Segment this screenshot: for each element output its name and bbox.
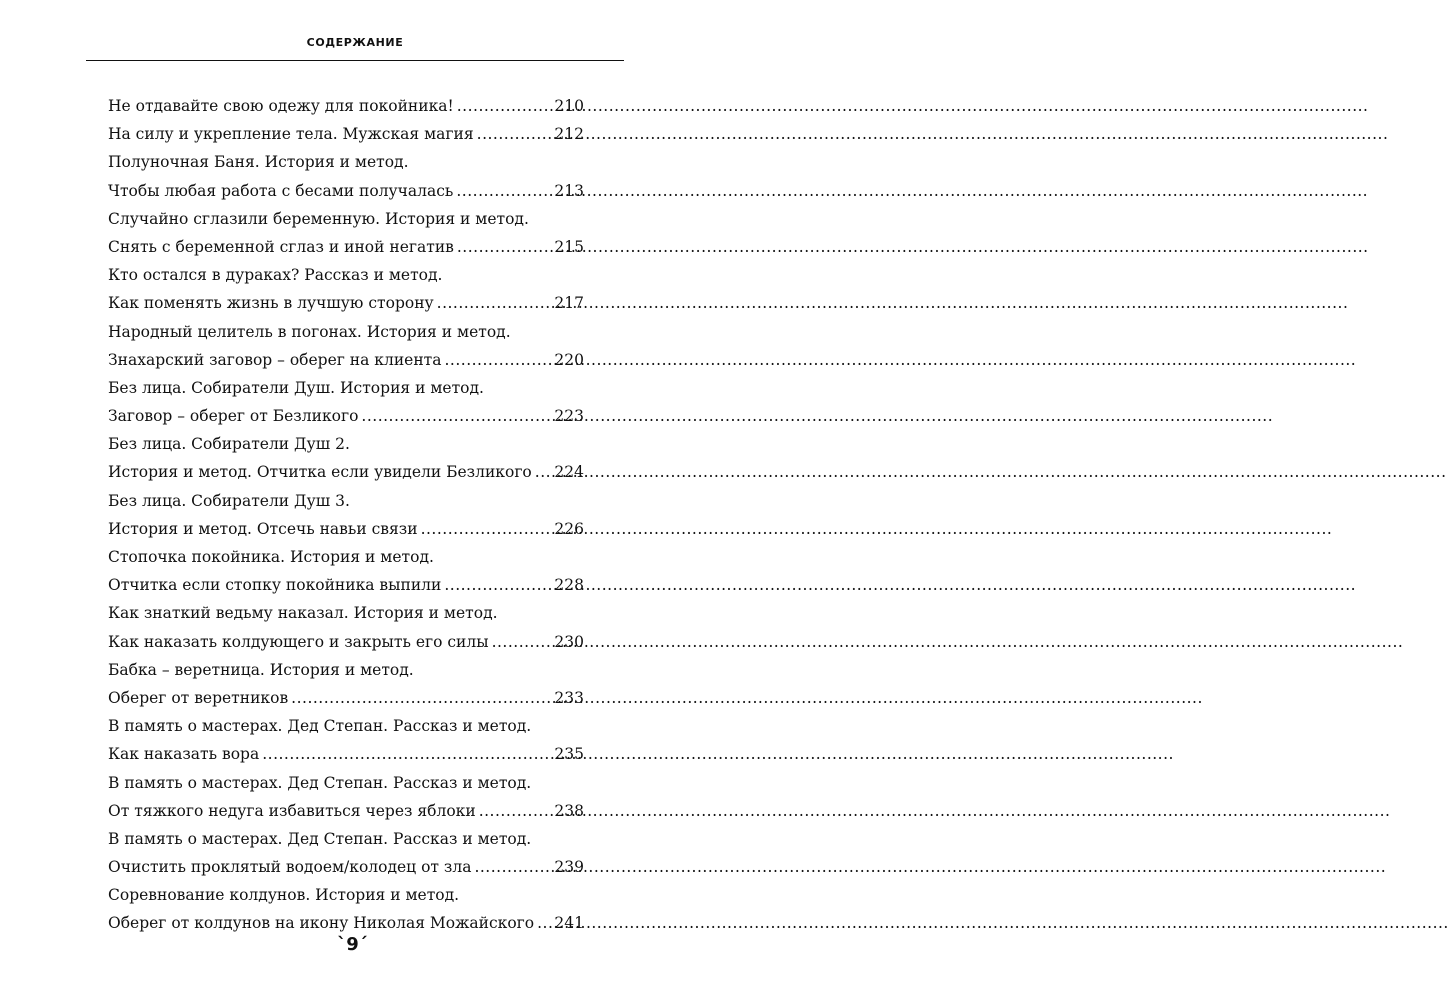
toc-entry-page: 241 xyxy=(554,914,584,933)
toc-entry-page: 212 xyxy=(554,125,584,144)
page-number xyxy=(0,934,705,955)
running-header-title: СОДЕРЖАНИЕ xyxy=(306,36,404,49)
toc-entry xyxy=(108,318,584,346)
toc-dot-leader xyxy=(361,402,552,430)
toc-entry-page: 223 xyxy=(554,407,584,426)
toc-entry-page: 228 xyxy=(554,576,584,595)
toc-entry xyxy=(108,205,584,233)
folio-ornament-right: ´ xyxy=(358,934,368,955)
toc-entry-title: Заговор – оберег от Безликого xyxy=(108,407,359,426)
toc-entry-page: 213 xyxy=(554,181,584,200)
toc-entry-page: 215 xyxy=(554,237,584,256)
toc-entry xyxy=(108,853,584,881)
toc-entry-title: Оберег от веретников xyxy=(108,688,289,707)
toc-entry xyxy=(108,458,584,486)
toc-entry-title: В память о мастерах. Дед Степан. Рассказ и метод. xyxy=(108,773,532,792)
toc-entry xyxy=(108,402,584,430)
toc-dot-leader xyxy=(456,177,552,205)
toc-dot-leader xyxy=(474,853,552,881)
toc-entry-page: 235 xyxy=(554,745,584,764)
toc-entry xyxy=(108,374,584,402)
toc-entry-title: Случайно сглазили беременную. История и метод. xyxy=(108,209,529,228)
toc-entry-page: 217 xyxy=(554,294,584,313)
toc-dot-leader xyxy=(535,458,553,486)
toc-dot-leader xyxy=(437,289,553,317)
toc-entry-title: Как наказать вора xyxy=(108,745,260,764)
toc-entry-title: Очистить проклятый водоем/колодец от зла xyxy=(108,858,472,877)
toc-entry xyxy=(108,487,584,515)
toc-entry-title: Отчитка если стопку покойника выпили xyxy=(108,576,442,595)
toc-entry xyxy=(108,797,584,825)
toc-dot-leader xyxy=(291,684,552,712)
toc-entry xyxy=(108,515,584,543)
folio-ornament-left: ` xyxy=(337,934,347,955)
toc-entry-page: 224 xyxy=(554,463,584,482)
toc-entry xyxy=(108,825,584,853)
toc-entry-title: Без лица. Собиратели Душ. История и метод. xyxy=(108,378,484,397)
toc-entry xyxy=(108,656,584,684)
toc-entry-title: Знахарский заговор – оберег на клиента xyxy=(108,350,442,369)
toc-entry-title: Как наказать колдующего и закрыть его силы xyxy=(108,632,489,651)
toc-entry-page: 239 xyxy=(554,858,584,877)
header-rule xyxy=(86,60,624,61)
toc-dot-leader xyxy=(477,120,553,148)
toc-entry-title: Как знаткий ведьму наказал. История и метод. xyxy=(108,604,498,623)
toc-entry-title: В память о мастерах. Дед Степан. Рассказ и метод. xyxy=(108,717,532,736)
toc-dot-leader xyxy=(445,346,553,374)
toc-entry-title: История и метод. Отсечь навьи связи xyxy=(108,519,418,538)
toc-entry-title: Как поменять жизнь в лучшую сторону xyxy=(108,294,434,313)
toc-entry-page: 210 xyxy=(554,97,584,115)
toc-entry xyxy=(108,233,584,261)
toc-entry xyxy=(108,346,584,374)
toc-entry xyxy=(108,261,584,289)
toc-entry xyxy=(108,289,584,317)
toc-entry-title: Стопочка покойника. История и метод. xyxy=(108,548,434,566)
toc-entry-page: 238 xyxy=(554,801,584,820)
toc-entry-title: Без лица. Собиратели Душ 3. xyxy=(108,491,350,510)
toc-entry-title: В память о мастерах. Дед Степан. Рассказ и метод. xyxy=(108,829,532,848)
toc-entry-title: Чтобы любая работа с бесами получалась xyxy=(108,181,454,200)
toc-entry-title: Бабка – веретница. История и метод. xyxy=(108,660,414,679)
toc-entry xyxy=(108,148,584,176)
toc-entry-title: История и метод. Отчитка если увидели Безликого xyxy=(108,463,532,482)
toc-entry xyxy=(108,177,584,205)
table-of-contents xyxy=(108,92,584,938)
toc-entry-title: Не отдавайте свою одежу для покойника! xyxy=(108,97,454,115)
toc-dot-leader xyxy=(421,515,553,543)
toc-entry-title: Снять с беременной сглаз и иной негатив xyxy=(108,237,454,256)
toc-entry xyxy=(108,628,584,656)
toc-entry-title: Народный целитель в погонах. История и метод. xyxy=(108,322,511,341)
toc-entry xyxy=(108,430,584,458)
toc-entry-page: 230 xyxy=(554,632,584,651)
toc-entry xyxy=(108,599,584,627)
toc-entry xyxy=(108,740,584,768)
toc-entry xyxy=(108,769,584,797)
toc-entry-title: Полуночная Баня. История и метод. xyxy=(108,153,409,172)
toc-dot-leader xyxy=(262,740,552,768)
toc-entry-title: Оберег от колдунов на икону Николая Можайского xyxy=(108,914,535,933)
toc-entry-title: На силу и укрепление тела. Мужская магия xyxy=(108,125,474,144)
toc-entry xyxy=(108,543,584,571)
toc-entry-title: От тяжкого недуга избавиться через яблоки xyxy=(108,801,476,820)
toc-entry-title: Соревнование колдунов. История и метод. xyxy=(108,886,460,905)
toc-entry-page: 220 xyxy=(554,350,584,369)
toc-dot-leader xyxy=(479,797,553,825)
toc-dot-leader xyxy=(457,92,553,120)
toc-entry xyxy=(108,571,584,599)
toc-entry-page: 233 xyxy=(554,688,584,707)
running-header xyxy=(86,36,624,49)
toc-entry-page: 226 xyxy=(554,519,584,538)
toc-entry xyxy=(108,712,584,740)
toc-entry xyxy=(108,881,584,909)
toc-entry-title: Без лица. Собиратели Душ 2. xyxy=(108,435,350,454)
toc-entry-title: Кто остался в дураках? Рассказ и метод. xyxy=(108,266,443,285)
toc-dot-leader xyxy=(444,571,552,599)
toc-entry xyxy=(108,92,584,120)
page-number-value: 9 xyxy=(346,934,359,955)
toc-dot-leader xyxy=(492,628,553,656)
toc-entry xyxy=(108,120,584,148)
toc-entry xyxy=(108,684,584,712)
toc-dot-leader xyxy=(457,233,553,261)
